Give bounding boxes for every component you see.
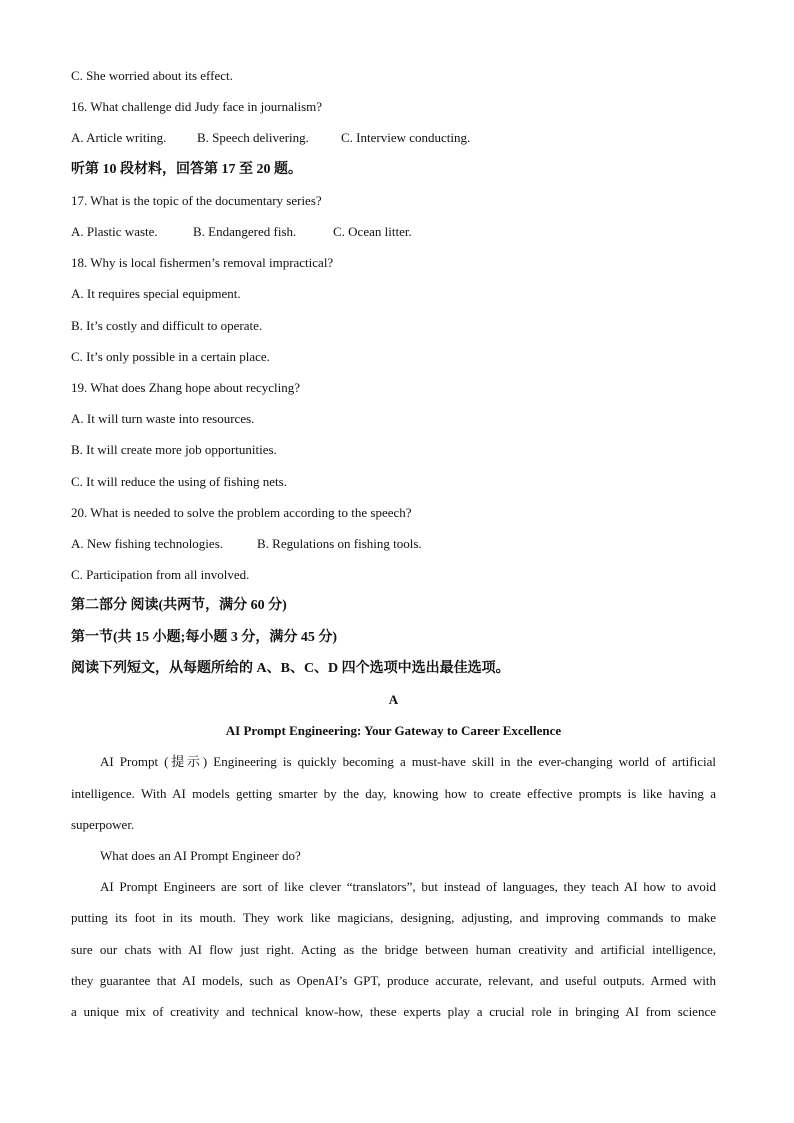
question-text-line: 17. What is the topic of the documentary series? bbox=[71, 192, 322, 208]
passage-text-line: What does an AI Prompt Engineer do? bbox=[100, 848, 301, 863]
passage-text-line: intelligence. With AI models getting smarter by the day, knowing how to create effective prompts is like having a bbox=[71, 785, 716, 801]
question-text-line: C. She worried about its effect. bbox=[71, 68, 233, 83]
answer-option: B. Regulations on fishing tools. bbox=[257, 536, 422, 551]
passage-text-line: sure our chats with AI flow just right. Acting as the bridge between human creativity and artificial intelligence, bbox=[71, 941, 716, 957]
question-text-line: 18. Why is local fishermen’s removal impractical? bbox=[71, 255, 334, 271]
answer-option: A. Article writing. bbox=[71, 130, 167, 146]
passage-text-line: they guarantee that AI models, such as OpenAI’s GPT, produce accurate, relevant, and useful outputs. Armed with bbox=[71, 972, 716, 988]
answer-option: B. Endangered fish. bbox=[193, 224, 297, 239]
passage-text-line: a unique mix of creativity and technical know-how, these experts play a crucial role in bringing AI from science bbox=[71, 1004, 716, 1019]
passage-heading: A bbox=[388, 692, 399, 707]
passage-text-line: putting its foot in its mouth. They work like magicians, designing, adjusting, and improving commands to make bbox=[71, 910, 716, 926]
answer-option: C. Ocean litter. bbox=[333, 224, 412, 239]
passage-text-line: AI Prompt Engineers are sort of like clever “translators”, but instead of languages, they teach AI how to avoid bbox=[100, 879, 716, 895]
passage-heading: AI Prompt Engineering: Your Gateway to Career Excellence bbox=[225, 723, 562, 739]
answer-option: A. New fishing technologies. bbox=[71, 536, 224, 551]
question-text-line: A. It will turn waste into resources. bbox=[71, 411, 255, 427]
question-text-line: C. It’s only possible in a certain place. bbox=[71, 348, 270, 364]
question-text-line: B. It will create more job opportunities. bbox=[71, 442, 277, 458]
question-text-line: C. Participation from all involved. bbox=[71, 567, 250, 583]
section-heading: 阅读下列短文，从每题所给的 A、B、C、D 四个选项中选出最佳选项。 bbox=[71, 660, 510, 676]
section-heading: 第一节(共 15 小题;每小题 3 分，满分 45 分) bbox=[71, 629, 337, 645]
passage-text-line: AI Prompt (提示) Engineering is quickly becoming a must-have skill in the ever-changing world of artificial bbox=[100, 754, 716, 770]
section-heading: 听第 10 段材料，回答第 17 至 20 题。 bbox=[71, 161, 302, 177]
answer-option: C. Interview conducting. bbox=[341, 130, 471, 146]
question-text-line: C. It will reduce the using of fishing nets. bbox=[71, 473, 287, 489]
question-text-line: 16. What challenge did Judy face in journalism? bbox=[71, 99, 323, 115]
section-heading: 第二部分 阅读(共两节，满分 60 分) bbox=[71, 598, 287, 614]
question-text-line: B. It’s costly and difficult to operate. bbox=[71, 317, 263, 333]
question-text-line: superpower. bbox=[71, 816, 135, 832]
question-text-line: A. It requires special equipment. bbox=[71, 286, 241, 302]
answer-option: A. Plastic waste. bbox=[71, 224, 158, 239]
answer-option: B. Speech delivering. bbox=[197, 130, 309, 146]
question-text-line: 20. What is needed to solve the problem according to the speech? bbox=[71, 504, 412, 520]
question-text-line: 19. What does Zhang hope about recycling? bbox=[71, 380, 300, 395]
